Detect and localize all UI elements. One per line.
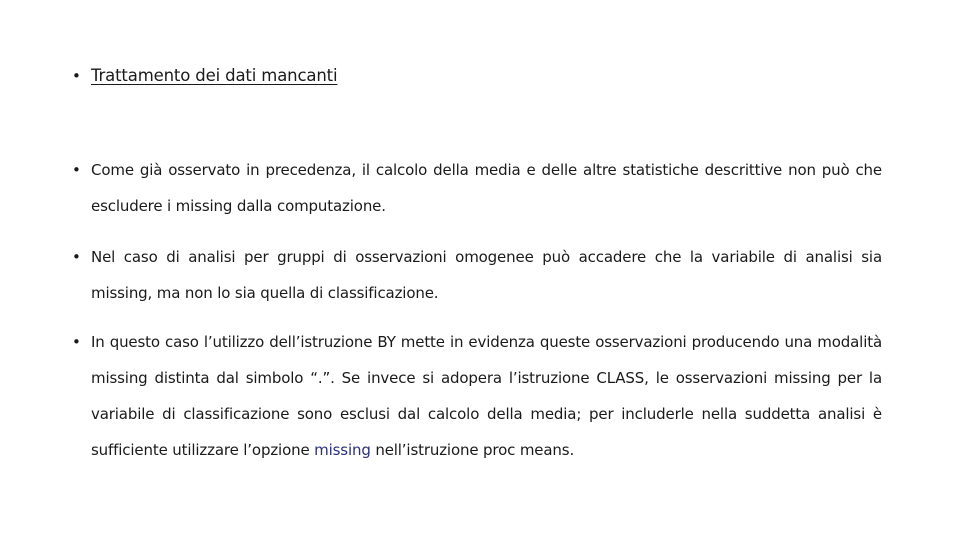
bullet-symbol: •: [72, 248, 81, 266]
bullet-item-1: [72, 152, 882, 224]
bullet-symbol: •: [72, 161, 81, 179]
bullet-text-after: nell’istruzione proc means.: [370, 441, 575, 459]
bullet-item-3: [72, 324, 882, 468]
bullet-item-2: [72, 239, 882, 311]
bullet-text-before: In questo caso l’utilizzo dell’istruzione BY mette in evidenza queste osservazioni producendo una modalità missing distinta dal simbolo “.”. Se invece si adopera l’istruzione CLASS, le osservazioni missing per la variabile di classificazione sono esclusi dal calcolo della media; per includerle nella suddetta analisi è sufficiente utilizzare l’opzione: [91, 333, 882, 459]
bullet-text: Come già osservato in precedenza, il calcolo della media e delle altre statistiche descrittive non può che escludere i missing dalla computazione.: [91, 161, 882, 215]
slide-title: Trattamento dei dati mancanti: [91, 66, 338, 85]
missing-keyword: missing: [314, 441, 371, 459]
bullet-symbol: •: [72, 67, 81, 85]
bullet-symbol: •: [72, 333, 81, 351]
bullet-text: Nel caso di analisi per gruppi di osservazioni omogenee può accadere che la variabile di analisi sia missing, ma non lo sia quella di classificazione.: [91, 248, 882, 302]
bullet-text: [91, 324, 882, 468]
slide-title-row: [72, 58, 882, 94]
